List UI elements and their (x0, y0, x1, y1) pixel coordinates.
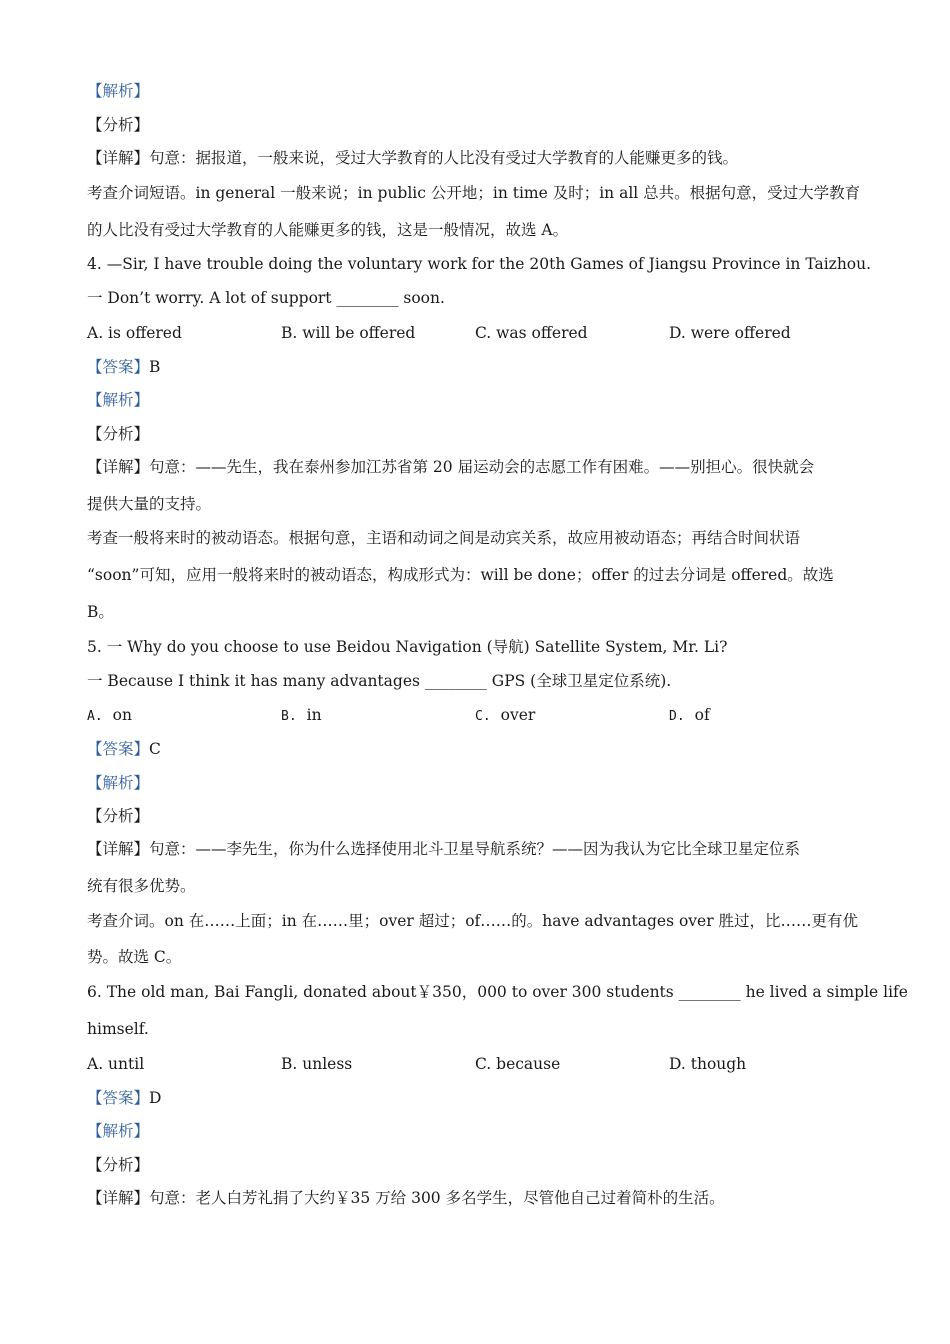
question-6-option-b: B. unless (281, 1055, 353, 1073)
question-6-option-a: A. until (87, 1055, 145, 1073)
answer-tag: 【答案】 (87, 740, 150, 758)
question-6-stem: 6. The old man, Bai Fangli, donated about￥350，000 to over 300 students ________ he lived a simple life (87, 983, 908, 1001)
analysis-tag: 【解析】 (87, 774, 150, 792)
question-5-stem: 5. 一 Why do you choose to use Beidou Navigation (导航) Satellite System, Mr. Li? (87, 638, 728, 656)
question-6-option-d: D. though (669, 1055, 747, 1073)
question-5-option-b: B. in (281, 706, 322, 724)
analysis-tag: 【解析】 (87, 1122, 150, 1140)
question-4-option-a: A. is offered (87, 324, 182, 342)
question-4-option-d: D. were offered (669, 324, 791, 342)
detail-text: 【详解】句意：——李先生，你为什么选择使用北斗卫星导航系统？——因为我认为它比全球卫星定位系 (87, 840, 801, 858)
explanation-text: “soon”可知，应用一般将来时的被动语态，构成形式为：will be done；offer 的过去分词是 offered。故选 (87, 566, 834, 584)
question-5-option-a: A. on (87, 706, 132, 724)
question-4-stem: 4. —Sir, I have trouble doing the voluntary work for the 20th Games of Jiangsu Province in Taizhou. (87, 255, 872, 273)
question-4-option-c: C. was offered (475, 324, 588, 342)
analysis-tag: 【解析】 (87, 391, 150, 409)
question-4-option-b: B. will be offered (281, 324, 416, 342)
answer-value: B (149, 358, 161, 376)
answer-tag: 【答案】 (87, 1089, 150, 1107)
detail-text: 【详解】句意：据报道，一般来说，受过大学教育的人比没有受过大学教育的人能赚更多的钱。 (87, 149, 739, 167)
analysis-sub-tag: 【分析】 (87, 1156, 150, 1174)
question-5-option-d: D. of (669, 706, 710, 724)
explanation-text: 考查介词短语。in general 一般来说；in public 公开地；in time 及时；in all 总共。根据句意，受过大学教育 (87, 184, 861, 202)
analysis-sub-tag: 【分析】 (87, 116, 150, 134)
analysis-tag: 【解析】 (87, 82, 150, 100)
question-6-answer (87, 1088, 867, 1108)
question-6-option-c: C. because (475, 1055, 561, 1073)
question-4-stem: 一 Don’t worry. A lot of support ________ soon. (87, 289, 445, 307)
answer-tag: 【答案】 (87, 358, 150, 376)
detail-text: 【详解】句意：老人白芳礼捐了大约￥35 万给 300 多名学生，尽管他自己过着简朴的生活。 (87, 1189, 725, 1207)
answer-value: C (149, 740, 161, 758)
question-6-stem: himself. (87, 1020, 149, 1038)
question-4-answer (87, 357, 867, 377)
analysis-sub-tag: 【分析】 (87, 425, 150, 443)
detail-text: 提供大量的支持。 (87, 495, 212, 513)
explanation-text: 考查一般将来时的被动语态。根据句意，主语和动词之间是动宾关系，故应用被动语态；再结合时间状语 (87, 529, 801, 547)
question-5-stem: 一 Because I think it has many advantages ________ GPS (全球卫星定位系统). (87, 672, 672, 690)
answer-value: D (149, 1089, 162, 1107)
explanation-text: 势。故选 C。 (87, 948, 182, 966)
detail-text: 统有很多优势。 (87, 877, 196, 895)
explanation-text: 的人比没有受过大学教育的人能赚更多的钱，这是一般情况，故选 A。 (87, 221, 569, 239)
detail-text: 【详解】句意：——先生，我在泰州参加江苏省第 20 届运动会的志愿工作有困难。——别担心。很快就会 (87, 458, 815, 476)
question-5-option-c: C. over (475, 706, 536, 724)
analysis-sub-tag: 【分析】 (87, 807, 150, 825)
question-5-answer (87, 739, 867, 759)
explanation-text: 考查介词。on 在……上面；in 在……里；over 超过；of……的。have advantages over 胜过，比……更有优 (87, 912, 859, 930)
explanation-text: B。 (87, 603, 114, 621)
